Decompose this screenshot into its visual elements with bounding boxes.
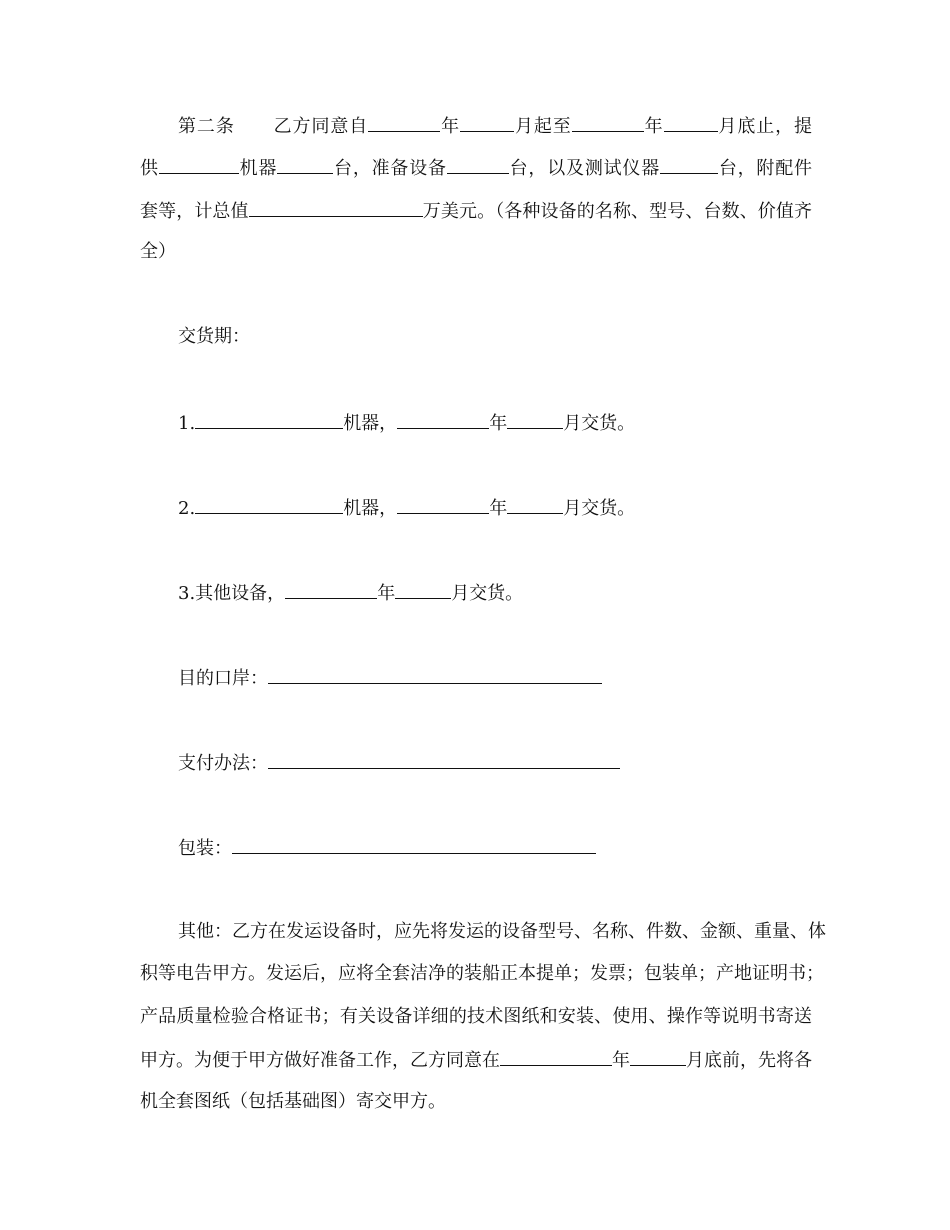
other-line4: 甲方。为便于甲方做好准备工作，乙方同意在 年 月底前，先将各 bbox=[140, 1045, 812, 1073]
delivery-label: 交货期： bbox=[178, 326, 250, 347]
end-year-blank[interactable] bbox=[572, 111, 644, 132]
packing: 包装： bbox=[178, 833, 812, 861]
delivery-item-1: 1. 机器， 年 月交货。 bbox=[178, 408, 812, 436]
item1-year-blank[interactable] bbox=[397, 408, 489, 429]
item3-year-blank[interactable] bbox=[285, 578, 377, 599]
article2-line3: 套等，计总值 万美元。（各种设备的名称、型号、台数、价值齐 bbox=[140, 196, 812, 224]
start-year-blank[interactable] bbox=[368, 111, 440, 132]
other-line5: 机全套图纸（包括基础图）寄交甲方。 bbox=[140, 1091, 446, 1112]
item3-month-blank[interactable] bbox=[395, 578, 451, 599]
article2-line4: 全） bbox=[140, 241, 176, 262]
drawings-year-blank[interactable] bbox=[500, 1045, 612, 1066]
other-line3: 产品质量检验合格证书；有关设备详细的技术图纸和安装、使用、操作等说明书寄送 bbox=[140, 1006, 812, 1027]
delivery-item-3: 3.其他设备， 年 月交货。 bbox=[178, 578, 812, 606]
destination-port-blank[interactable] bbox=[268, 663, 602, 684]
machine-qty-blank[interactable] bbox=[277, 153, 333, 174]
item2-year-blank[interactable] bbox=[397, 493, 489, 514]
prep-equipment-qty-blank[interactable] bbox=[447, 153, 509, 174]
test-instrument-qty-blank[interactable] bbox=[660, 153, 718, 174]
total-value-blank[interactable] bbox=[249, 196, 423, 217]
destination-port: 目的口岸： bbox=[178, 663, 812, 691]
payment-method-blank[interactable] bbox=[268, 748, 620, 769]
item2-machine-blank[interactable] bbox=[195, 493, 343, 514]
start-month-blank[interactable] bbox=[460, 111, 514, 132]
article2-line2: 供 机器 台，准备设备 台，以及测试仪器 台，附配件 bbox=[140, 153, 812, 181]
delivery-item-2: 2. 机器， 年 月交货。 bbox=[178, 493, 812, 521]
machine-name-blank[interactable] bbox=[159, 153, 239, 174]
article2-line1: 第二条 乙方同意自 年 月起至 年 月底止，提 bbox=[178, 111, 812, 139]
article-heading: 第二条 bbox=[178, 116, 235, 137]
item1-month-blank[interactable] bbox=[507, 408, 563, 429]
payment-method: 支付办法： bbox=[178, 748, 812, 776]
end-month-blank[interactable] bbox=[664, 111, 718, 132]
item2-month-blank[interactable] bbox=[507, 493, 563, 514]
packing-blank[interactable] bbox=[232, 833, 596, 854]
drawings-month-blank[interactable] bbox=[630, 1045, 686, 1066]
item1-machine-blank[interactable] bbox=[195, 408, 343, 429]
other-line2: 积等电告甲方。发运后，应将全套洁净的装船正本提单；发票；包装单；产地证明书； bbox=[140, 963, 824, 984]
other-line1: 其他：乙方在发运设备时，应先将发运的设备型号、名称、件数、金额、重量、体 bbox=[178, 921, 826, 942]
